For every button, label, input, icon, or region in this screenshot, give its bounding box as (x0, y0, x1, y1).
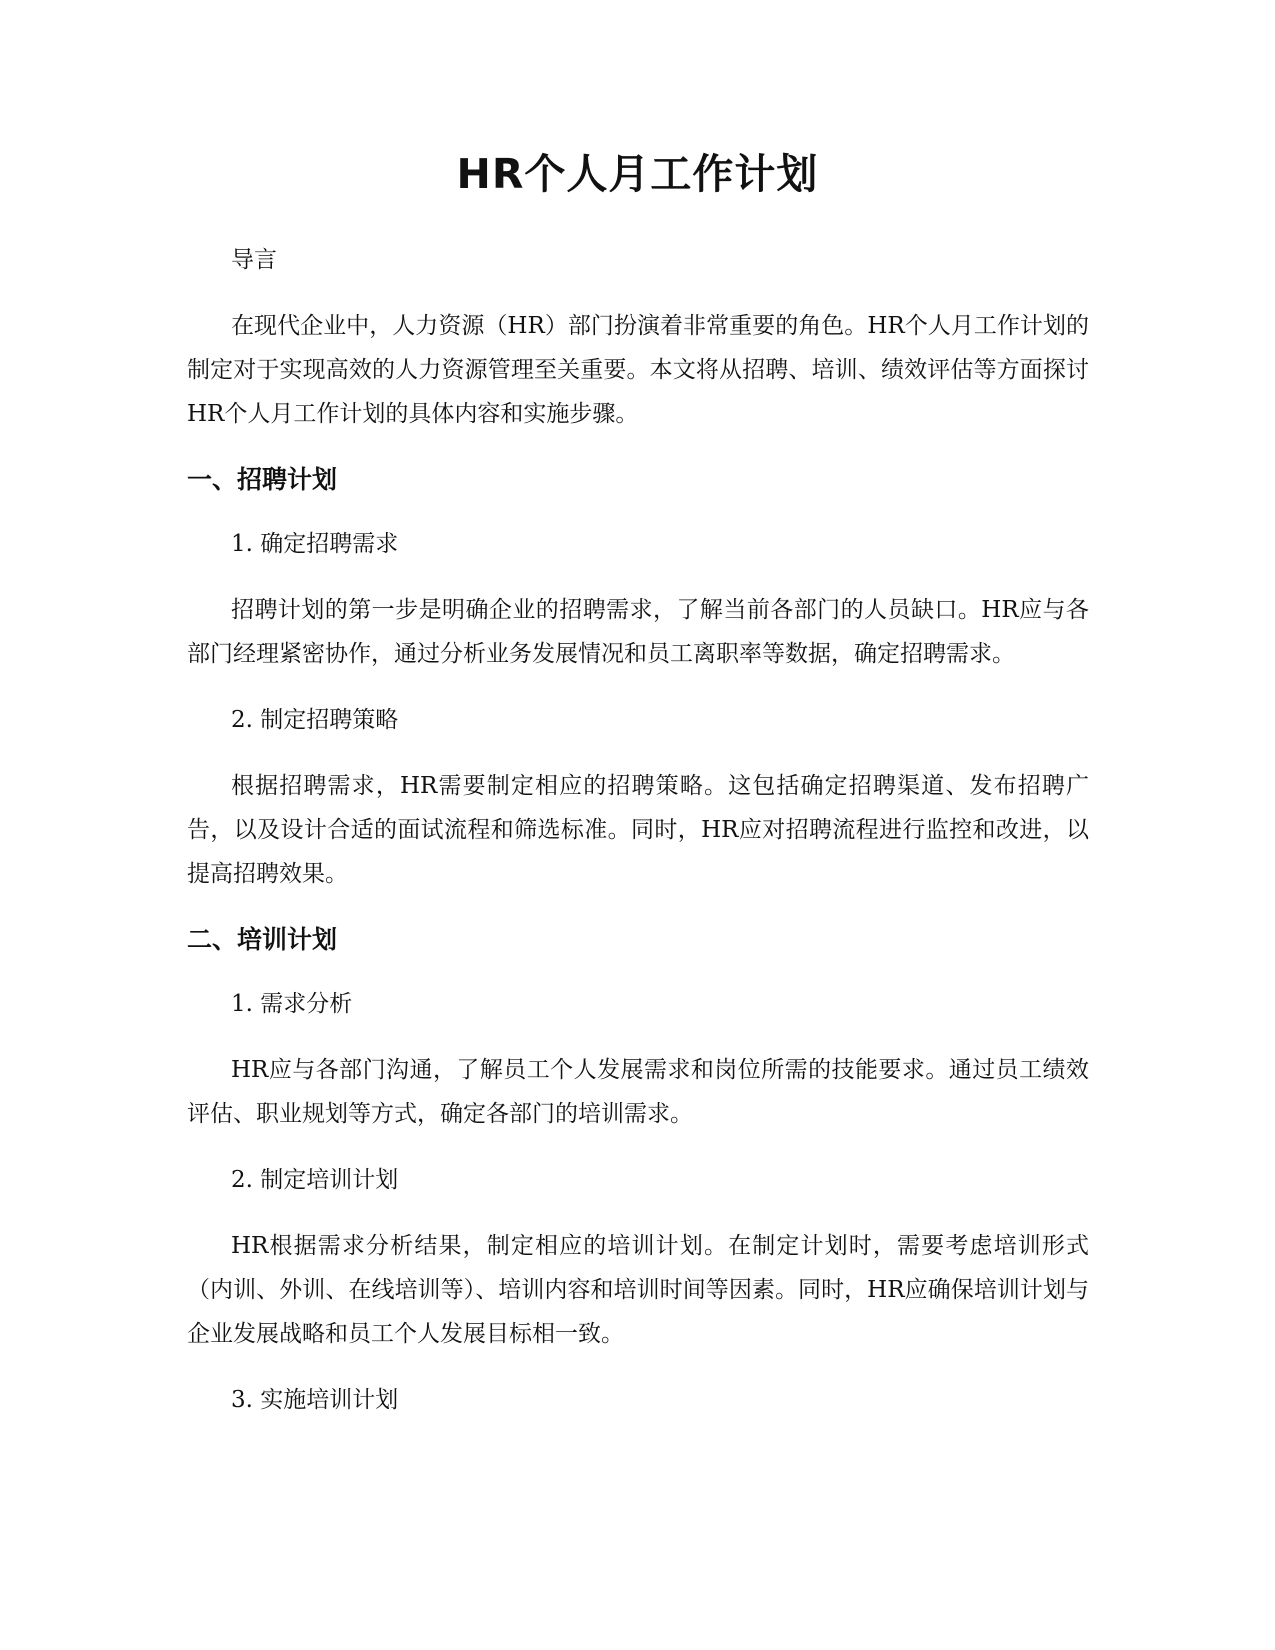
subheading-training-plan: 2. 制定培训计划 (231, 1167, 399, 1193)
paragraph-training-plan: HR根据需求分析结果，制定相应的培训计划。在制定计划时，需要考虑培训形式（内训、外训、在线培训等）、培训内容和培训时间等因素。同时，HR应确保培训计划与企业发展战略和员工个人发展目标相一致。 (187, 1233, 1089, 1347)
paragraph-recruitment-needs: 招聘计划的第一步是明确企业的招聘需求，了解当前各部门的人员缺口。HR应与各部门经理紧密协作，通过分析业务发展情况和员工离职率等数据，确定招聘需求。 (187, 597, 1089, 667)
subheading-needs-analysis: 1. 需求分析 (231, 991, 353, 1017)
subheading-implement-training: 3. 实施培训计划 (231, 1387, 399, 1413)
document-body (187, 238, 1089, 1444)
section-heading-training: 二、培训计划 (187, 925, 338, 954)
section-heading-recruitment: 一、招聘计划 (187, 465, 338, 494)
intro-paragraph: 在现代企业中，人力资源（HR）部门扮演着非常重要的角色。HR个人月工作计划的制定对于实现高效的人力资源管理至关重要。本文将从招聘、培训、绩效评估等方面探讨HR个人月工作计划的具体内容和实施步骤。 (187, 313, 1089, 427)
paragraph-needs-analysis: HR应与各部门沟通，了解员工个人发展需求和岗位所需的技能要求。通过员工绩效评估、职业规划等方式，确定各部门的培训需求。 (187, 1057, 1089, 1127)
document-title: HR个人月工作计划 (456, 150, 819, 198)
subheading-recruitment-needs: 1. 确定招聘需求 (231, 531, 399, 557)
subheading-recruitment-strategy: 2. 制定招聘策略 (231, 707, 399, 733)
intro-label: 导言 (231, 247, 277, 273)
paragraph-recruitment-strategy: 根据招聘需求，HR需要制定相应的招聘策略。这包括确定招聘渠道、发布招聘广告，以及设计合适的面试流程和筛选标准。同时，HR应对招聘流程进行监控和改进，以提高招聘效果。 (187, 773, 1089, 887)
